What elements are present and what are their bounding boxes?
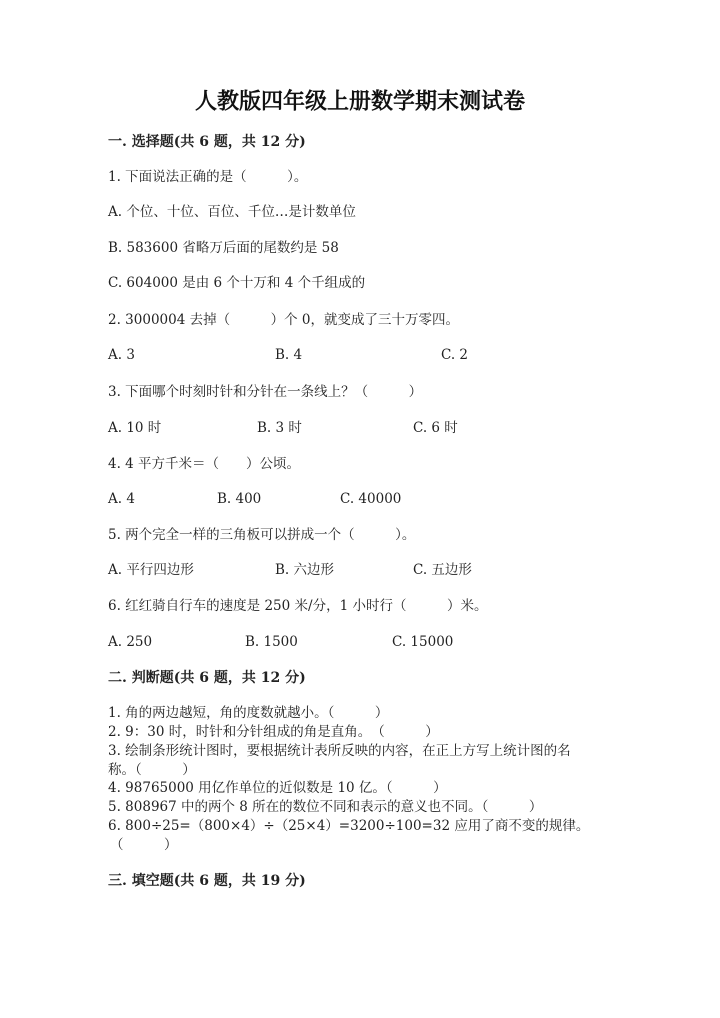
option-a: A. 3 [108, 347, 135, 363]
question-2: 2. 3000004 去掉（ ）个 0，就变成了三十万零四。 [108, 312, 459, 328]
judge-line: 6. 800÷25=（800×4）÷（25×4）=3200÷100=32 应用了商不变的规律。 [108, 818, 590, 834]
option-a: A. 10 时 [108, 420, 162, 436]
option-c: C. 604000 是由 6 个十万和 4 个千组成的 [108, 275, 366, 291]
option-a: A. 平行四边形 [108, 562, 194, 578]
page-title: 人教版四年级上册数学期末测试卷 [194, 88, 525, 115]
option-b: B. 3 时 [257, 420, 302, 436]
option-b: B. 400 [217, 491, 262, 507]
option-c: C. 2 [441, 347, 469, 363]
question-5: 5. 两个完全一样的三角板可以拼成一个（ ）。 [108, 527, 416, 543]
question-4: 4. 4 平方千米＝（ ）公顷。 [108, 456, 301, 472]
section-heading-fill: 三. 填空题(共 6 题，共 19 分) [108, 873, 306, 889]
section-heading-choice: 一. 选择题(共 6 题，共 12 分) [108, 134, 306, 150]
judge-line: 3. 绘制条形统计图时，要根据统计表所反映的内容，在正上方写上统计图的名 [108, 743, 571, 759]
option-b: B. 1500 [245, 634, 298, 650]
judge-line: 1. 角的两边越短，角的度数就越小。（ ） [108, 705, 389, 721]
option-a: A. 个位、十位、百位、千位…是计数单位 [108, 204, 356, 220]
judge-line: 称。（ ） [108, 762, 196, 778]
question-6: 6. 红红骑自行车的速度是 250 米/分，1 小时行（ ）米。 [108, 598, 488, 614]
option-a: A. 250 [108, 634, 153, 650]
question-1: 1. 下面说法正确的是（ ）。 [108, 169, 308, 185]
option-c: C. 40000 [340, 491, 402, 507]
option-a: A. 4 [108, 491, 135, 507]
option-c: C. 15000 [392, 634, 454, 650]
option-b: B. 六边形 [275, 562, 335, 578]
judge-line: 2. 9：30 时，时针和分针组成的角是直角。 （ ） [108, 724, 439, 740]
option-b: B. 4 [275, 347, 303, 363]
option-b: B. 583600 省略万后面的尾数约是 58 [108, 240, 339, 256]
option-c: C. 五边形 [413, 562, 472, 578]
option-c: C. 6 时 [413, 420, 458, 436]
judge-line: 5. 808967 中的两个 8 所在的数位不同和表示的意义也不同。（ ） [108, 799, 543, 815]
question-3: 3. 下面哪个时刻时针和分针在一条线上？（ ） [108, 384, 423, 400]
judge-line: 4. 98765000 用亿作单位的近似数是 10 亿。（ ） [108, 780, 447, 796]
section-heading-judge: 二. 判断题(共 6 题，共 12 分) [108, 670, 306, 686]
judge-line: （ ） [110, 837, 178, 853]
